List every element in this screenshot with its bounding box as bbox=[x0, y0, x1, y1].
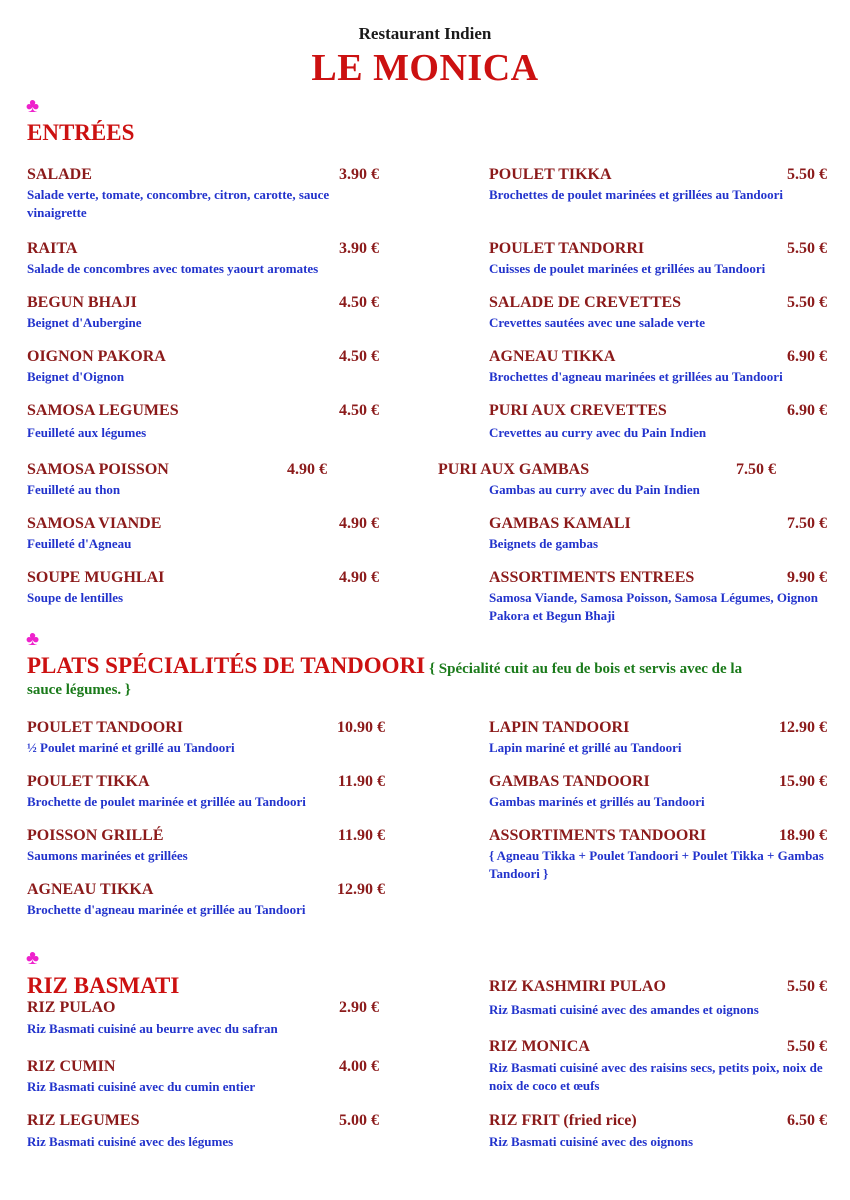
item-description: Feuilleté au thon bbox=[27, 482, 121, 497]
item-name: SAMOSA POISSON bbox=[27, 461, 169, 478]
item-price: 4.50 € bbox=[339, 402, 379, 419]
item-name: SOUPE MUGHLAI bbox=[27, 569, 165, 586]
item-description: Crevettes sautées avec une salade verte bbox=[489, 315, 705, 330]
item-price: 4.90 € bbox=[339, 515, 379, 532]
item-price: 5.50 € bbox=[787, 294, 827, 311]
item-description: Brochette d'agneau marinée et grillée au Tandoori bbox=[27, 902, 306, 917]
item-description: Riz Basmati cuisiné avec des légumes bbox=[27, 1134, 234, 1149]
restaurant-subtitle: Restaurant Indien bbox=[358, 24, 492, 43]
item-name: RIZ FRIT (fried rice) bbox=[489, 1112, 637, 1129]
item-price: 12.90 € bbox=[337, 881, 385, 898]
club-suit-icon: ♣ bbox=[26, 628, 40, 650]
item-name: BEGUN BHAJI bbox=[27, 294, 137, 311]
item-price: 4.50 € bbox=[339, 294, 379, 311]
item-name: RAITA bbox=[27, 240, 78, 257]
item-description: Soupe de lentilles bbox=[27, 590, 124, 605]
item-description: Lapin mariné et grillé au Tandoori bbox=[489, 740, 682, 755]
item-name: GAMBAS KAMALI bbox=[489, 515, 631, 532]
item-price: 4.90 € bbox=[287, 461, 327, 478]
item-name: GAMBAS TANDOORI bbox=[489, 773, 650, 790]
item-name: RIZ LEGUMES bbox=[27, 1112, 140, 1129]
section-title-riz: RIZ BASMATI bbox=[27, 973, 180, 998]
item-name: RIZ MONICA bbox=[489, 1038, 590, 1055]
item-description: Gambas au curry avec du Pain Indien bbox=[489, 482, 700, 497]
section-heading-tandoori bbox=[27, 654, 827, 680]
section-title-entrees: ENTRÉES bbox=[27, 120, 135, 145]
item-description: Beignet d'Oignon bbox=[27, 369, 125, 384]
item-price: 2.90 € bbox=[339, 999, 379, 1016]
item-description: Brochettes de poulet marinées et grillées au Tandoori bbox=[489, 187, 784, 202]
item-name: SALADE bbox=[27, 166, 92, 183]
item-description: Riz Basmati cuisiné avec des raisins secs, petits poix, noix de noix de coco et œufs bbox=[489, 1060, 823, 1093]
item-price: 4.00 € bbox=[339, 1058, 379, 1075]
section-note-line1: { Spécialité cuit au feu de bois et servis avec de la bbox=[429, 661, 743, 677]
item-description: { Agneau Tikka + Poulet Tandoori + Poulet Tikka + Gambas Tandoori } bbox=[489, 848, 824, 881]
club-suit-icon: ♣ bbox=[26, 947, 40, 969]
item-price: 7.50 € bbox=[736, 461, 776, 478]
item-name: RIZ KASHMIRI PULAO bbox=[489, 978, 666, 995]
item-description: Saumons marinées et grillées bbox=[27, 848, 188, 863]
item-description: Feuilleté d'Agneau bbox=[27, 536, 132, 551]
item-name: RIZ PULAO bbox=[27, 999, 116, 1016]
item-price: 3.90 € bbox=[339, 166, 379, 183]
item-name: PURI AUX CREVETTES bbox=[489, 402, 667, 419]
item-name: PURI AUX GAMBAS bbox=[438, 461, 590, 478]
item-name: ASSORTIMENTS ENTREES bbox=[489, 569, 695, 586]
item-description: Riz Basmati cuisiné avec des oignons bbox=[489, 1134, 694, 1149]
item-description: Salade de concombres avec tomates yaourt aromates bbox=[27, 261, 319, 276]
item-price: 5.50 € bbox=[787, 1038, 827, 1055]
item-name: POULET TANDORRI bbox=[489, 240, 645, 257]
item-description: Crevettes au curry avec du Pain Indien bbox=[489, 425, 707, 440]
item-description: Brochettes d'agneau marinées et grillées au Tandoori bbox=[489, 369, 783, 384]
section-title-tandoori: PLATS SPÉCIALITÉS DE TANDOORI bbox=[27, 653, 426, 678]
item-name: SAMOSA VIANDE bbox=[27, 515, 162, 532]
item-name: ASSORTIMENTS TANDOORI bbox=[489, 827, 707, 844]
club-suit-icon: ♣ bbox=[26, 95, 40, 117]
item-price: 15.90 € bbox=[779, 773, 827, 790]
item-name: RIZ CUMIN bbox=[27, 1058, 116, 1075]
item-price: 5.50 € bbox=[787, 166, 827, 183]
item-name: AGNEAU TIKKA bbox=[27, 881, 154, 898]
item-description: Salade verte, tomate, concombre, citron, carotte, sauce vinaigrette bbox=[27, 187, 330, 220]
item-name: SAMOSA LEGUMES bbox=[27, 402, 179, 419]
item-description: Beignet d'Aubergine bbox=[27, 315, 142, 330]
item-name: POULET TIKKA bbox=[489, 166, 612, 183]
item-price: 6.90 € bbox=[787, 402, 827, 419]
restaurant-title: LE MONICA bbox=[311, 47, 539, 89]
item-price: 4.90 € bbox=[339, 569, 379, 586]
item-name: SALADE DE CREVETTES bbox=[489, 294, 682, 311]
item-price: 6.90 € bbox=[787, 348, 827, 365]
item-description: Samosa Viande, Samosa Poisson, Samosa Légumes, Oignon Pakora et Begun Bhaji bbox=[489, 590, 819, 623]
item-name: POULET TANDOORI bbox=[27, 719, 184, 736]
item-price: 4.50 € bbox=[339, 348, 379, 365]
item-name: POULET TIKKA bbox=[27, 773, 150, 790]
item-description: Feuilleté aux légumes bbox=[27, 425, 147, 440]
section-note-line2: sauce légumes. } bbox=[27, 682, 131, 698]
item-price: 5.00 € bbox=[339, 1112, 379, 1129]
item-description: Gambas marinés et grillés au Tandoori bbox=[489, 794, 705, 809]
item-description: Riz Basmati cuisiné au beurre avec du safran bbox=[27, 1021, 278, 1036]
item-price: 10.90 € bbox=[337, 719, 385, 736]
item-description: Riz Basmati cuisiné avec des amandes et oignons bbox=[489, 1002, 759, 1017]
item-price: 11.90 € bbox=[337, 827, 385, 844]
item-description: Beignets de gambas bbox=[489, 536, 599, 551]
item-description: Brochette de poulet marinée et grillée au Tandoori bbox=[27, 794, 306, 809]
item-price: 5.50 € bbox=[787, 240, 827, 257]
item-description: Riz Basmati cuisiné avec du cumin entier bbox=[27, 1079, 256, 1094]
item-description: Cuisses de poulet marinées et grillées au Tandoori bbox=[489, 261, 766, 276]
item-price: 5.50 € bbox=[787, 978, 827, 995]
item-price: 7.50 € bbox=[787, 515, 827, 532]
item-price: 11.90 € bbox=[337, 773, 385, 790]
item-price: 6.50 € bbox=[787, 1112, 827, 1129]
item-price: 3.90 € bbox=[339, 240, 379, 257]
item-name: OIGNON PAKORA bbox=[27, 348, 166, 365]
item-price: 12.90 € bbox=[779, 719, 827, 736]
item-name: AGNEAU TIKKA bbox=[489, 348, 616, 365]
item-description: ½ Poulet mariné et grillé au Tandoori bbox=[27, 740, 235, 755]
item-price: 9.90 € bbox=[787, 569, 827, 586]
item-name: POISSON GRILLÉ bbox=[27, 827, 164, 844]
item-name: LAPIN TANDOORI bbox=[489, 719, 630, 736]
item-price: 18.90 € bbox=[779, 827, 827, 844]
